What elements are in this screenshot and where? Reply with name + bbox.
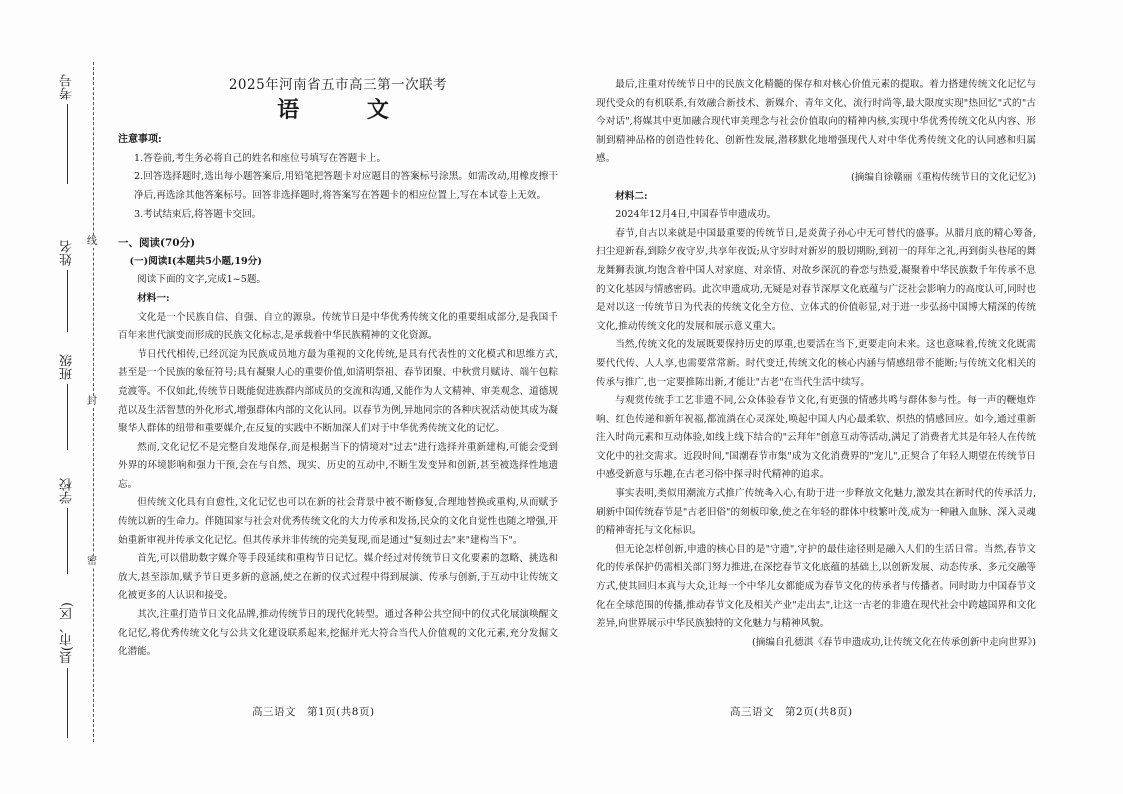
subject-title: 语 文 [277, 96, 419, 123]
cut-mark-feng: 封 [87, 396, 97, 407]
paragraph: 但无论怎样创新,申遗的核心目的是"守遗",守护的最佳途径则是融入人们的生活日常。当然,春节文化的传承保护仍需相关部门努力推进,在深挖春节文化底蕴的基础上,以创新发展、动态传承、多元交融等方式,使其回归本真与大众,让每一个中华儿女都能成为春节文化的传承者与传播者。同时助力中国春节文化在全球范围的传播,推动春节文化及相关产业"走出去",让这一古老的非遗在现代社会中跨越国界和文化差异,向世界展示中华民族独特的文化魅力与精神风貌。 [596, 543, 1036, 630]
left-column [118, 76, 558, 662]
field-class[interactable]: 班级 [58, 354, 77, 450]
subsection-heading: (一)阅读Ⅰ(本题共5小题,19分) [129, 255, 262, 267]
section-heading: 一、阅读(70分) [118, 237, 196, 250]
notice-item: 2.回答选择题时,选出每小题答案后,用铅笔把答题卡对应题目的答案标号涂黑。如需改动,用橡皮擦干净后,再选涂其他答案标号。回答非选择题时,将答案写在答题卡的相应位置上,写在本试卷上无效。 [134, 171, 558, 201]
notice-item: 3.考试结束后,将答题卡交回。 [134, 208, 262, 220]
cut-mark-xian: 线 [87, 236, 97, 247]
source-citation: (摘编自孔德淇《春节申遗成功,让传统文化在传承创新中走向世界》) [752, 636, 1036, 648]
cut-mark-mi: 密 [87, 556, 97, 567]
paragraph: 文化是一个民族自信、自强、自立的源泉。传统节日是中华优秀传统文化的重要组成部分,是我国千百年来世代演变而形成的民族文化标志,是承载着中华民族精神的文化资源。 [118, 311, 558, 342]
paragraph: 春节,自古以来就是中国最重要的传统节日,是炎黄子孙心中无可替代的盛事。从腊月底的精心筹备,扫尘迎新春,到除夕夜守岁,共享年夜饭;从守岁时对新岁的殷切期盼,到初一的拜年之礼,再到街头巷尾的舞龙舞狮表演,均饱含着中国人对家庭、对亲情、对故乡深沉的眷恋与热爱,凝聚着中华民族数千年传承不息的文化基因与情感密码。此次申遗成功,无疑是对春节深厚文化底蕴与广泛社会影响力的高度认可,同时也是对以这一传统节日为代表的传统文化全方位、立体式的价值彰显,对于进一步弘扬中国博大精深的传统文化,推动传统文化的发展和展示意义重大。 [596, 227, 1036, 332]
page-footer-left: 高三语文 第1页(共8页) [252, 706, 375, 718]
paragraph: 事实表明,类似用潮流方式推广传统촉入心,有助于进一步释放文化魅力,激发其在新时代的传承活力,刷新中国传统春节是"古老旧俗"的刻板印象,使之在年轻的群体中枝繁叶茂,成为一种融入血脉、深入灵魂的精神寄托与文化标识。 [596, 488, 1036, 537]
paragraph: 2024年12月4日,中国春节申遗成功。 [615, 209, 777, 221]
field-name[interactable]: 姓名 [58, 240, 77, 332]
paragraph: 然而,文化记忆不是完整自发地保存,而是根据当下的情境对"过去"进行选择并重新建构,可能会受到外界的环境影响和强力干预,会在与自然、现实、历史的互动中,不断生发变异和创新,甚至被选择性地遗忘。 [118, 441, 558, 490]
paragraph: 其次,注重打造节日文化品牌,推动传统节日的现代化转型。通过各种公共空间中的仪式化展演唤醒文化记忆,将优秀传统文化与公共文化建设联系起来,挖掘并光大符合当代人价值观的文化元素,充分发掘文化潜能。 [118, 609, 558, 658]
field-school[interactable]: 学校 [58, 478, 77, 574]
field-exam-number[interactable]: 考号 [58, 74, 77, 184]
exam-title: 2025年河南省五市高三第一次联考 [228, 77, 448, 93]
material-label: 材料一: [137, 292, 170, 304]
paragraph: 与观赏传统手工艺非遗不同,公众体验春节文化,有更强的情感共鸣与群体参与性。每一声的鞭炮炸响、红色传递和新年祝福,都流淌在心灵深处,唤起中国人内心最柔软、炽热的情感回应。如今,通过重新注入时尚元素和互动体验,如线上线下结合的"云拜年"创意互动等活动,满足了消费者尤其是年轻人在传统文化中的社交需求。近段时间,"国潮春节市集"成为文化消费界的"宠儿",正契合了年轻人期望在传统节日中感受新意与乐趣,在古老习俗中探寻时代精神的追求。 [596, 395, 1036, 481]
page-footer-right: 高三语文 第2页(共8页) [730, 706, 853, 718]
source-citation: (摘编自徐赣丽《重构传统节日的文化记忆》) [851, 171, 1036, 183]
material-label: 材料二: [615, 190, 648, 202]
instruction: 阅读下面的文字,完成1~5题。 [137, 274, 267, 286]
right-column [596, 76, 1036, 652]
notice-heading: 注意事项: [118, 134, 162, 146]
paragraph: 但传统文化具有自愈性,文化记忆也可以在新的社会背景中被不断修复,合理地替换或重构,从而赋予传统以新的生命力。伴随国家与社会对优秀传统文化的大力传承和发扬,民众的文化自觉性也随之增强,开始重新审视并传承文化记忆。但其传承并非传统的完美复现,而是通过"复刻过去"来"建构当下"。 [118, 497, 558, 546]
paragraph: 节日代代相传,已经沉淀为民族成员地方最为重视的文化传统,是具有代表性的文化模式和思维方式,甚至是一个民族的象征符号;具有凝聚人心的重要价值,如清明祭祖、春节团聚、中秋赏月赋诗、端午包粽竞渡等。不仅如此,传统节日既能促进族群内部成员的交流和沟通,又能作为人文精神、审美观念、道德规范以及生活智慧的外化形式,增强群体内部的文化认同。以春节为例,异地同宗的各种庆祝活动使其成为凝聚华人群体的纽带和重要媒介,在反复的实践中不断加深人们对于中华优秀传统文化的记忆。 [118, 348, 558, 435]
notice-item: 1.答卷前,考生务必将自己的姓名和座位号填写在答题卡上。 [134, 152, 387, 164]
field-county[interactable]: 县(市、区) [58, 602, 77, 738]
paragraph: 当然,传统文化的发展既要保持历史的厚重,也要活在当下,更要走向未来。这也意味着,传统文化既需要代代传、人人享,也需要常常新。时代变迁,传统文化的核心内涵与情感纽带不能断;与传统文化相关的传承与推广,也一定要推陈出新,才能让"古老"在当代生活中续写。 [596, 339, 1036, 388]
paragraph: 首先,可以借助数字媒介等手段延续和重构节日记忆。媒介经过对传统节日文化要素的忽略、挑选和放大,甚至添加,赋予节日更多新的意涵,使之在新的仪式过程中得到展演、传承与创新,于互动中让传统文化被更多的人认识和接受。 [118, 553, 558, 602]
paragraph: 最后,注重对传统节日中的民族文化精髓的保存和对核心价值元素的提取。着力搭建传统文化记忆与现代受众的有机联系,有效融合新技术、新媒介、青年文化、流行时尚等,最大限度实现"热回忆"式的"古今对话",将媒其中更加融合现代审美理念与社会价值取向的精神内核,实现中华优秀传统文化从内容、形制到精神品格的创造性转化、创新性发展,潜移默化地增强现代人对中华优秀传统文化的认同感和归属感。 [596, 79, 1036, 165]
notice-list [118, 150, 558, 224]
binding-strip [0, 0, 98, 794]
